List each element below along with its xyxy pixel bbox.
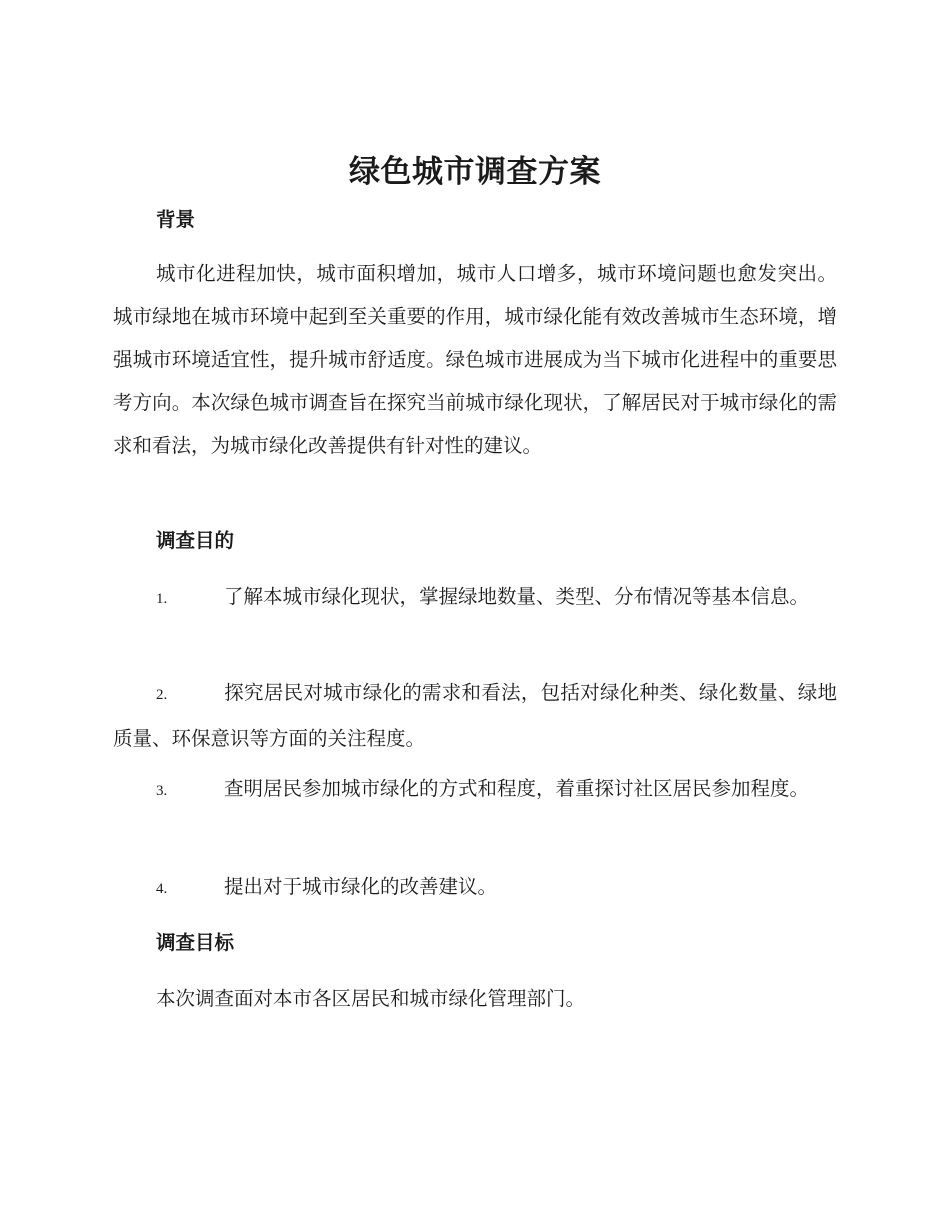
list-number: 3. [156,783,168,799]
list-item-text: 提出对于城市绿化的改善建议。 [224,875,498,898]
list-number: 2. [156,687,168,703]
purpose-list-item [113,865,837,911]
list-item-text: 探究居民对城市绿化的需求和看法，包括对绿化种类、绿化数量、绿地质量、环保意识等方面的关注程度。 [113,681,837,750]
document-title: 绿色城市调查方案 [349,154,601,190]
section-heading-target: 调查目标 [156,931,235,954]
purpose-list-item [113,671,837,760]
list-item-text: 了解本城市绿化现状，掌握绿地数量、类型、分布情况等基本信息。 [224,585,810,608]
section-heading-purpose: 调查目的 [156,529,235,552]
list-item-text: 查明居民参加城市绿化的方式和程度，着重探讨社区居民参加程度。 [224,777,810,800]
list-number: 1. [156,591,168,607]
purpose-list-item [113,575,837,621]
list-number: 4. [156,881,168,897]
background-paragraph: 城市化进程加快，城市面积增加，城市人口增多，城市环境问题也愈发突出。城市绿地在城市环境中起到至关重要的作用，城市绿化能有效改善城市生态环境，增强城市环境适宜性，提升城市舒适度。绿色城市进展成为当下城市化进程中的重要思考方向。本次绿色城市调查旨在探究当前城市绿化现状，了解居民对于城市绿化的需求和看法，为城市绿化改善提供有针对性的建议。 [113,262,837,457]
section-heading-background: 背景 [156,208,196,231]
target-paragraph: 本次调查面对本市各区居民和城市绿化管理部门。 [156,987,586,1010]
purpose-list-item [113,767,837,813]
